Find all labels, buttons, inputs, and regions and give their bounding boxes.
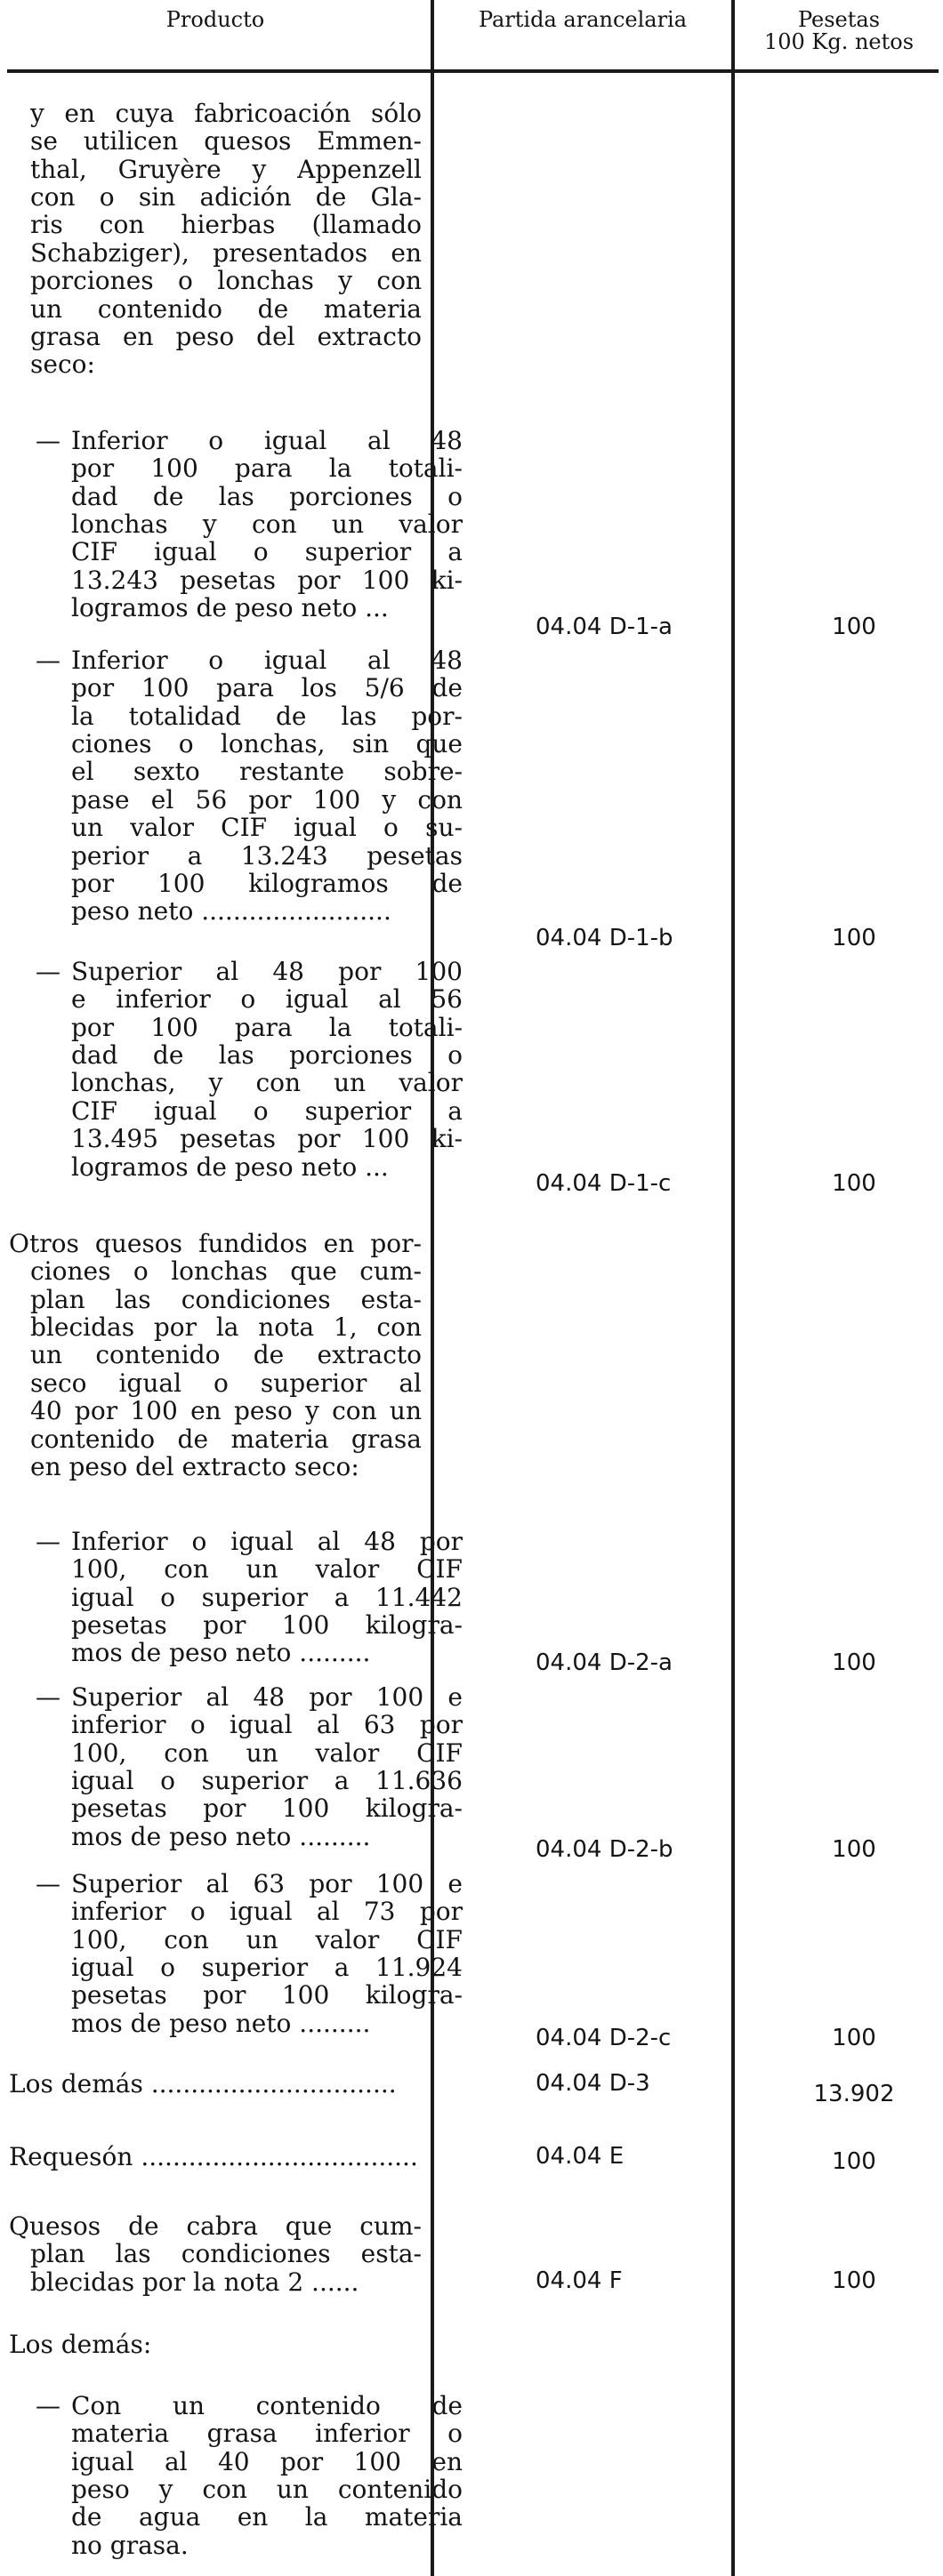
text-line: Quesos de cabra que cum-: [9, 2211, 422, 2241]
tariff-value: 100: [832, 925, 876, 951]
text-line: Superior al 48 por 100: [71, 957, 463, 986]
text-line: 13.243 pesetas por 100 ki-: [71, 565, 463, 595]
tariff-code: 04.04 D-1-a: [536, 614, 673, 640]
header-rule: [7, 69, 939, 73]
intro-paragraph: [30, 100, 422, 379]
list-item: [36, 646, 463, 927]
text-line: plan las condiciones esta-: [30, 1284, 422, 1314]
text-line: con o sin adición de Gla-: [30, 182, 422, 213]
text-line: no grasa.: [71, 2530, 189, 2560]
text-line: inferior o igual al 73 por: [71, 1897, 463, 1927]
text-line: Superior al 63 por 100 e: [71, 1869, 463, 1898]
text-line: peso y con un contenido: [71, 2475, 463, 2505]
text-line: dad de las porciones o: [71, 1040, 463, 1071]
text-line: 100, con un valor CIF: [71, 1554, 463, 1585]
tariff-code: 04.04 D-3: [536, 2070, 650, 2097]
text-line: Los demás:: [9, 2330, 152, 2359]
otros-paragraph: [9, 1230, 422, 1481]
header-partida: Partida arancelaria: [478, 7, 688, 32]
text-line: 100, con un valor CIF: [71, 1924, 463, 1954]
column-rule-right: [731, 0, 735, 2576]
list-item: [36, 2391, 463, 2560]
tariff-code: 04.04 E: [536, 2143, 625, 2170]
text-line: grasa en peso del extracto: [30, 321, 422, 351]
header-pesetas-line2: 100 Kg. netos: [763, 29, 915, 55]
text-line: un valor CIF igual o su-: [71, 813, 463, 843]
text-line: Inferior o igual al 48 por: [71, 1527, 463, 1556]
text-line: ciones o lonchas, sin que: [71, 729, 463, 759]
dash-marker: —: [36, 1527, 60, 1556]
text-line: pesetas por 100 kilogra-: [71, 1980, 463, 2010]
list-item: [36, 1527, 463, 1668]
tariff-code: 04.04 D-2-a: [536, 1649, 673, 1676]
tariff-code: 04.04 F: [536, 2267, 623, 2294]
row-cabra: [9, 2212, 422, 2296]
text-line: inferior o igual al 63 por: [71, 1710, 463, 1740]
tariff-code: 04.04 D-1-c: [536, 1170, 672, 1197]
text-line: Superior al 48 por 100 e: [71, 1682, 463, 1712]
text-line: en peso del extracto seco:: [30, 1451, 359, 1481]
text-line: mos de peso neto .........: [71, 1638, 371, 1668]
text-line: igual o superior a 11.636: [71, 1766, 463, 1796]
text-line: materia grasa inferior o: [71, 2419, 463, 2449]
dash-marker: —: [36, 957, 60, 986]
text-line: 40 por 100 en peso y con un: [30, 1396, 422, 1426]
tariff-code: 04.04 D-2-b: [536, 1836, 673, 1863]
text-line: lonchas, y con un valor: [71, 1068, 463, 1098]
tariff-value: 100: [832, 2025, 876, 2051]
column-rule-left: [431, 0, 434, 2576]
text-line: mos de peso neto .........: [71, 1821, 371, 1851]
text-line: igual o superior a 11.442: [71, 1582, 463, 1612]
header-pesetas: [735, 9, 943, 53]
text-line: ciones o lonchas que cum-: [30, 1256, 422, 1287]
text-line: CIF igual o superior a: [71, 1095, 463, 1126]
text-line: plan las condiciones esta-: [30, 2239, 422, 2269]
text-line: Inferior o igual al 48: [71, 646, 463, 675]
text-line: de agua en la materia: [71, 2502, 463, 2532]
text-line: la totalidad de las por-: [71, 701, 463, 731]
text-line: por 100 kilogramos de: [71, 868, 463, 898]
text-line: mos de peso neto .........: [71, 2008, 371, 2038]
tariff-value: 100: [832, 1836, 876, 1863]
text-line: CIF igual o superior a: [71, 537, 463, 567]
text-line: logramos de peso neto ...: [71, 593, 389, 623]
text-line: se utilicen quesos Emmen-: [30, 126, 422, 156]
text-line: lonchas y con un valor: [71, 510, 463, 540]
text-line: Con un contenido de: [71, 2391, 463, 2420]
text-line: Schabziger), presentados en: [30, 237, 422, 268]
list-item: [36, 426, 463, 623]
dash-marker: —: [36, 2391, 60, 2420]
text-line: logramos de peso neto ...: [71, 1152, 389, 1182]
text-line: porciones o lonchas y con: [30, 266, 422, 296]
text-line: Los demás ...............................: [9, 2069, 397, 2099]
text-line: peso neto ........................: [71, 896, 391, 927]
tariff-value: 100: [832, 1170, 876, 1197]
text-line: thal, Gruyère y Appenzell: [30, 154, 422, 184]
text-line: Inferior o igual al 48: [71, 426, 463, 455]
dash-marker: —: [36, 646, 60, 675]
text-line: Otros quesos fundidos en por-: [9, 1229, 422, 1258]
text-line: seco:: [30, 349, 95, 380]
list-item: [36, 1869, 463, 2038]
text-line: ris con hierbas (llamado: [30, 210, 422, 240]
text-line: dad de las porciones o: [71, 481, 463, 511]
text-line: seco igual o superior al: [30, 1368, 422, 1398]
tariff-value: 13.902: [813, 2081, 895, 2107]
text-line: blecidas por la nota 1, con: [30, 1312, 422, 1343]
tariff-code: 04.04 D-1-b: [536, 925, 673, 951]
dash-marker: —: [36, 1869, 60, 1898]
text-line: e inferior o igual al 56: [71, 984, 463, 1015]
text-line: pase el 56 por 100 y con: [71, 784, 463, 815]
list-item: [36, 1682, 463, 1851]
section-los-demas: [9, 2331, 422, 2358]
tariff-value: 100: [832, 2267, 876, 2294]
text-line: pesetas por 100 kilogra-: [71, 1794, 463, 1824]
tariff-value: 100: [832, 2148, 876, 2175]
text-line: igual al 40 por 100 en: [71, 2446, 463, 2476]
text-line: perior a 13.243 pesetas: [71, 840, 463, 871]
header-producto: Producto: [165, 7, 265, 32]
row-requeson: [9, 2143, 422, 2171]
text-line: 100, con un valor CIF: [71, 1737, 463, 1768]
text-line: blecidas por la nota 2 ......: [30, 2267, 359, 2297]
text-line: Requesón ...................................: [9, 2142, 418, 2171]
list-item: [36, 957, 463, 1182]
text-line: contenido de materia grasa: [30, 1424, 422, 1454]
text-line: y en cuya fabricoación sólo: [30, 99, 422, 128]
text-line: pesetas por 100 kilogra-: [71, 1610, 463, 1641]
tariff-code: 04.04 D-2-c: [536, 2025, 672, 2051]
row-los-demas: [9, 2070, 422, 2098]
dash-marker: —: [36, 426, 60, 455]
tariff-value: 100: [832, 1649, 876, 1676]
text-line: el sexto restante sobre-: [71, 757, 463, 787]
text-line: igual o superior a 11.924: [71, 1953, 463, 1983]
text-line: un contenido de materia: [30, 293, 422, 324]
header-pesetas-line1: Pesetas: [797, 7, 881, 32]
text-line: por 100 para los 5/6 de: [71, 673, 463, 703]
text-line: un contenido de extracto: [30, 1340, 422, 1370]
tariff-value: 100: [832, 614, 876, 640]
text-line: por 100 para la totali-: [71, 453, 463, 484]
dash-marker: —: [36, 1682, 60, 1712]
text-line: 13.495 pesetas por 100 ki-: [71, 1124, 463, 1154]
text-line: por 100 para la totali-: [71, 1012, 463, 1042]
